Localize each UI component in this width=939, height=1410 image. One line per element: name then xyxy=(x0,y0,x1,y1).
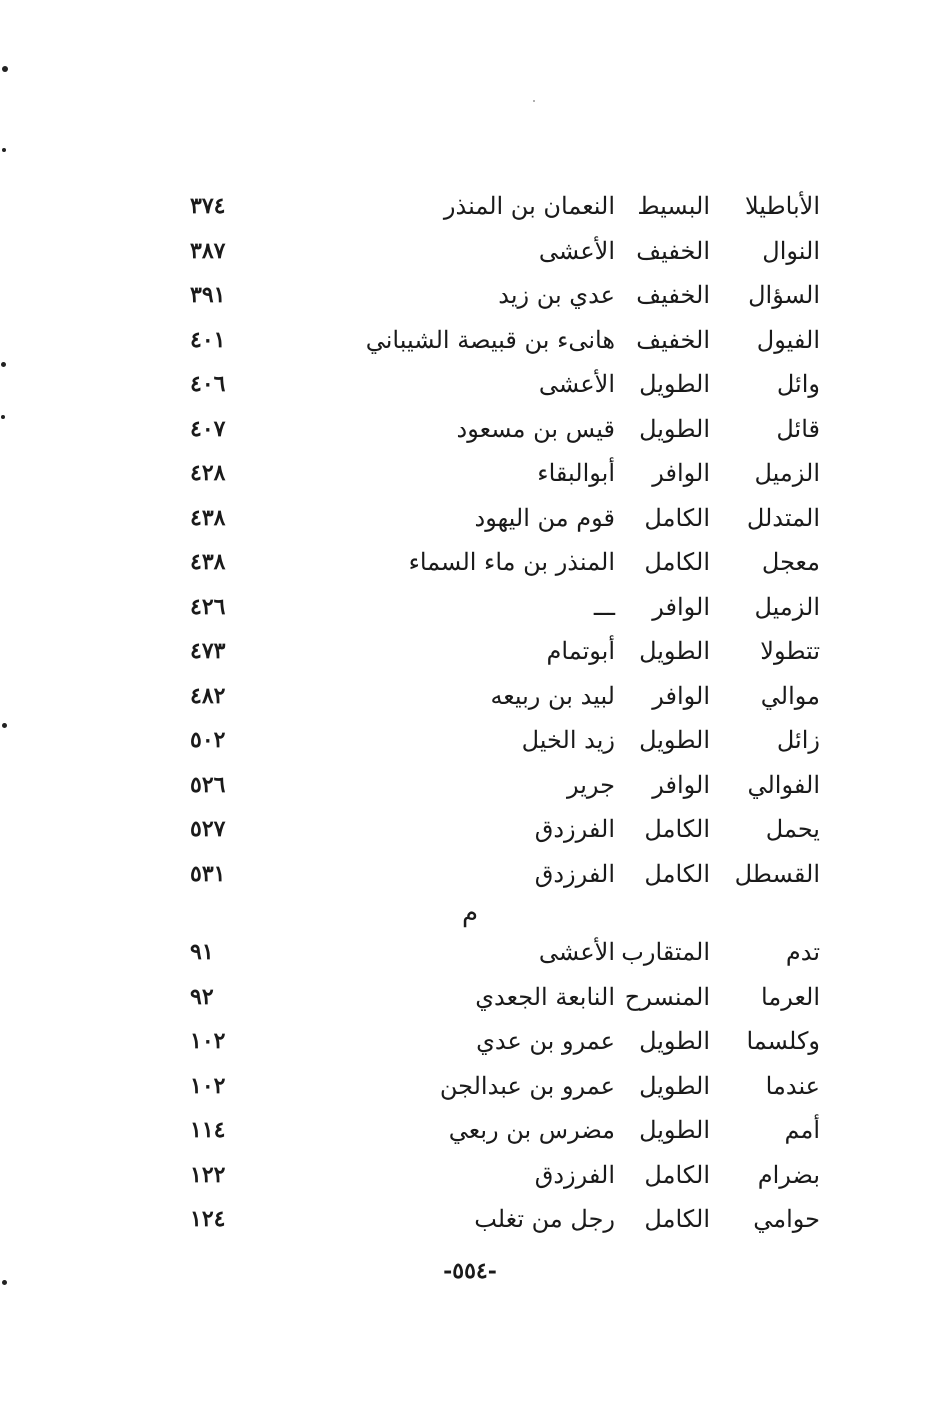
index-row xyxy=(150,540,820,585)
page-reference: ٣٨٧ xyxy=(190,237,226,264)
meter-name: الطويل xyxy=(639,370,710,398)
meter-name: المنسرح xyxy=(624,982,710,1011)
page-reference: ٩٢ xyxy=(190,983,214,1010)
scan-speck xyxy=(2,723,7,728)
rhyme-word: بضرام xyxy=(757,1160,820,1189)
poet-name: الفرزدق xyxy=(534,815,615,843)
rhyme-word: حوامي xyxy=(753,1205,820,1233)
scan-speck xyxy=(533,100,535,102)
scan-speck xyxy=(2,66,8,72)
index-row xyxy=(150,1064,820,1109)
scan-speck xyxy=(1,415,5,419)
rhyme-word: الفوالي xyxy=(747,770,820,799)
rhyme-word: القسطل xyxy=(734,859,820,888)
index-row xyxy=(150,1108,820,1153)
index-row xyxy=(150,362,820,407)
poet-name: عدي بن زيد xyxy=(498,281,615,309)
meter-name: الوافر xyxy=(652,592,710,621)
index-row xyxy=(150,852,820,897)
rhyme-word: تدم xyxy=(785,938,820,966)
index-row xyxy=(150,629,820,674)
page-reference: ٤٣٨ xyxy=(190,504,226,531)
rhyme-word: زائل xyxy=(776,726,820,754)
poet-name: هانىء بن قبيصة الشيباني xyxy=(365,325,615,354)
index-row xyxy=(150,407,820,452)
meter-name: المتقارب xyxy=(621,938,710,966)
index-row xyxy=(150,1019,820,1064)
page-reference: ٤٨٢ xyxy=(190,682,226,709)
rhyme-word: وكلسما xyxy=(746,1027,820,1055)
rhyme-word: يحمل xyxy=(765,815,820,843)
page-reference: ٥٢٦ xyxy=(190,771,226,798)
index-row xyxy=(150,184,820,229)
index-row xyxy=(150,718,820,763)
rhyme-word: موالي xyxy=(760,681,820,710)
poet-name: المنذر بن ماء السماء xyxy=(408,548,615,576)
rhyme-word: المتدلل xyxy=(746,503,820,532)
page-reference: ٣٧٤ xyxy=(190,193,226,219)
meter-name: الكامل xyxy=(644,815,710,843)
poet-name: قيس بن مسعود xyxy=(456,414,615,443)
poet-name: رجل من تغلب xyxy=(474,1205,615,1233)
page-reference: ٥٠٢ xyxy=(190,727,226,753)
rhyme-word: الزميل xyxy=(754,459,820,487)
meter-name: الوافر xyxy=(652,459,710,487)
poet-name: الأعشى xyxy=(538,236,615,265)
index-row xyxy=(150,318,820,363)
rhyme-word: الزميل xyxy=(754,592,820,621)
page-number: -٥٥٤- xyxy=(443,1258,497,1284)
rhyme-word: وائل xyxy=(776,370,820,398)
index-row xyxy=(150,273,820,318)
page-reference: ٤٠١ xyxy=(190,326,226,353)
poet-name: الفرزدق xyxy=(534,1160,615,1189)
poet-name: الأعشى xyxy=(538,370,615,398)
rhyme-word: الفيول xyxy=(756,325,820,354)
section-heading-letter: م xyxy=(461,898,479,928)
meter-name: الخفيف xyxy=(636,281,710,309)
meter-name: الكامل xyxy=(644,548,710,576)
poet-name: مضرس بن ربعي xyxy=(448,1116,615,1144)
rhyme-word: السؤال xyxy=(748,281,820,309)
meter-name: الكامل xyxy=(644,1160,710,1189)
page-reference: ١٢٤ xyxy=(190,1206,226,1232)
meter-name: الطويل xyxy=(639,1116,710,1144)
index-row xyxy=(150,975,820,1020)
poet-name: لبيد بن ربيعه xyxy=(490,681,615,710)
page-reference: ٥٣١ xyxy=(190,860,226,887)
index-row xyxy=(150,1153,820,1198)
page-reference: ٤٢٦ xyxy=(190,593,226,620)
meter-name: الخفيف xyxy=(636,325,710,354)
page-reference: ١١٤ xyxy=(190,1117,226,1143)
meter-name: الكامل xyxy=(644,503,710,532)
poet-name: قوم من اليهود xyxy=(474,503,615,532)
rhyme-word: الأباطيلا xyxy=(744,192,820,220)
poet-name: عمرو بن عبدالجن xyxy=(439,1071,615,1100)
page-reference: ٩١ xyxy=(190,939,214,965)
meter-name: الطويل xyxy=(639,414,710,443)
meter-name: الكامل xyxy=(644,1205,710,1233)
poet-name: أبوالبقاء xyxy=(537,459,615,487)
poet-name: ـــ xyxy=(593,592,615,621)
rhyme-word: عندما xyxy=(765,1071,820,1100)
poet-name: النعمان بن المنذر xyxy=(443,192,615,220)
page-reference: ٤٢٨ xyxy=(190,460,226,486)
page-reference: ٣٩١ xyxy=(190,282,226,308)
meter-name: الوافر xyxy=(652,770,710,799)
page-reference: ٤٠٧ xyxy=(190,415,226,442)
meter-name: الطويل xyxy=(639,1027,710,1055)
index-row xyxy=(150,496,820,541)
poet-name: النابعة الجعدي xyxy=(475,982,615,1011)
page-reference: ١٠٢ xyxy=(190,1028,226,1054)
meter-name: الطويل xyxy=(639,1071,710,1100)
meter-name: الكامل xyxy=(644,859,710,888)
scan-speck xyxy=(1,362,6,367)
index-row xyxy=(150,763,820,808)
page-reference: ٤٠٦ xyxy=(190,371,226,397)
meter-name: الوافر xyxy=(652,681,710,710)
rhyme-word: قائل xyxy=(776,414,820,443)
meter-name: الخفيف xyxy=(636,236,710,265)
rhyme-index-table-mim xyxy=(150,930,820,1242)
meter-name: البسيط xyxy=(637,192,710,220)
index-row xyxy=(150,1197,820,1242)
index-row xyxy=(150,930,820,975)
index-row xyxy=(150,807,820,852)
scan-speck xyxy=(2,1280,7,1285)
rhyme-word: تتطولا xyxy=(760,637,820,665)
meter-name: الطويل xyxy=(639,726,710,754)
rhyme-word: النوال xyxy=(762,236,820,265)
index-row xyxy=(150,451,820,496)
poet-name: أبوتمام xyxy=(546,637,615,665)
rhyme-index-table-lam xyxy=(150,184,820,896)
meter-name: الطويل xyxy=(639,637,710,665)
poet-name: عمرو بن عدي xyxy=(476,1027,615,1055)
page-reference: ١٠٢ xyxy=(190,1072,226,1099)
poet-name: زيد الخيل xyxy=(521,726,615,754)
page-reference: ١٢٢ xyxy=(190,1161,226,1188)
poet-name: الأعشى xyxy=(538,938,615,966)
index-row xyxy=(150,585,820,630)
rhyme-word: العرما xyxy=(761,982,820,1011)
page-reference: ٥٢٧ xyxy=(190,816,226,842)
rhyme-word: معجل xyxy=(761,548,820,576)
poet-name: الفرزدق xyxy=(534,859,615,888)
index-row xyxy=(150,229,820,274)
page-reference: ٤٣٨ xyxy=(190,549,226,575)
rhyme-word: أمم xyxy=(784,1116,820,1144)
page-reference: ٤٧٣ xyxy=(190,638,226,664)
scan-speck xyxy=(2,148,6,152)
index-row xyxy=(150,674,820,719)
poet-name: جرير xyxy=(567,770,615,799)
